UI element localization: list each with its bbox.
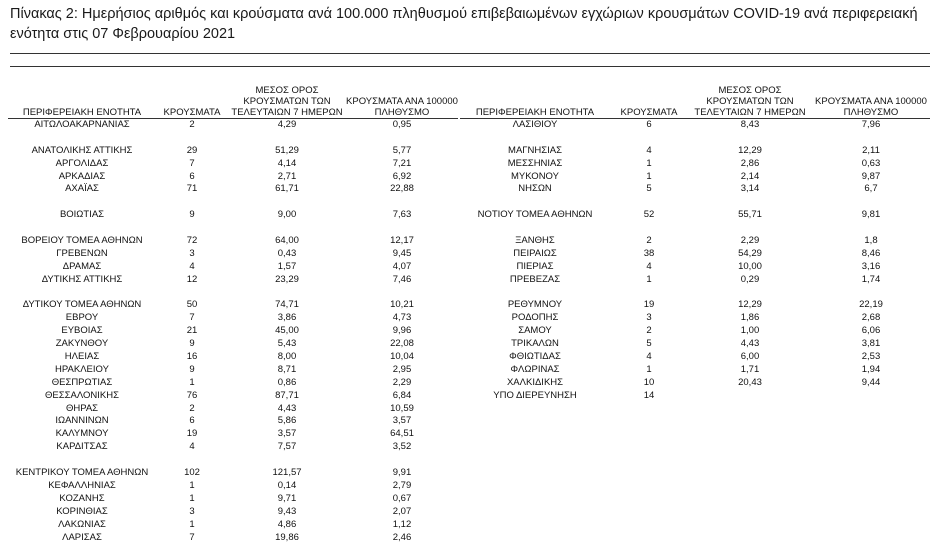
cell-cases: 3 xyxy=(646,312,652,324)
cell-avg: 55,71 xyxy=(738,209,762,221)
cell-cases: 7 xyxy=(189,312,195,324)
cell-cases: 6 xyxy=(189,170,195,182)
cell-avg: 1,00 xyxy=(740,325,760,337)
cell-cases: 5 xyxy=(646,183,652,195)
cell-unit: ΛΑΣΙΘΙΟΥ xyxy=(512,119,558,130)
cell-avg: 5,43 xyxy=(277,338,297,350)
cell-unit: ΜΕΣΣΗΝΙΑΣ xyxy=(507,157,563,169)
cell-cases: 1 xyxy=(646,273,652,285)
table-row xyxy=(460,119,930,132)
cell-unit: ΠΙΕΡΙΑΣ xyxy=(516,260,554,272)
cell-cases: 4 xyxy=(189,260,195,272)
cell-cases: 1 xyxy=(189,518,195,530)
table-row xyxy=(8,338,458,351)
header-per100k: ΚΡΟΥΣΜΑΤΑ ΑΝΑ 100000 ΠΛΗΘΥΣΜΟ xyxy=(346,96,458,118)
cell-unit: ΑΝΑΤΟΛΙΚΗΣ ΑΤΤΙΚΗΣ xyxy=(31,144,133,156)
cell-unit: ΤΡΙΚΑΛΩΝ xyxy=(511,338,559,350)
table-row xyxy=(8,312,458,325)
left-table-header xyxy=(8,80,458,119)
cell-unit: ΚΟΡΙΝΘΙΑΣ xyxy=(56,505,108,517)
cell-per100k: 7,96 xyxy=(861,119,881,130)
cell-cases: 4 xyxy=(646,260,652,272)
table-row xyxy=(460,158,930,171)
header-avg: ΜΕΣΟΣ ΟΡΟΣ ΚΡΟΥΣΜΑΤΩΝ ΤΩΝ ΤΕΛΕΥΤΑΙΩΝ 7 ΗΜΕΡΩΝ xyxy=(231,85,343,118)
cell-unit: ΗΛΕΙΑΣ xyxy=(64,351,100,363)
cell-per100k: 10,04 xyxy=(390,351,414,363)
cell-unit: ΦΘΙΩΤΙΔΑΣ xyxy=(509,351,561,363)
cell-per100k: 2,11 xyxy=(862,144,880,156)
table-row xyxy=(8,415,458,428)
cell-unit: ΔΥΤΙΚΟΥ ΤΟΜΕΑ ΑΘΗΝΩΝ xyxy=(22,299,142,311)
table-row xyxy=(460,183,930,196)
cell-per100k: 2,95 xyxy=(392,363,412,375)
table-caption: Πίνακας 2: Ημερήσιος αριθμός και κρούσματα ανά 100.000 πληθυσμού επιβεβαιωμένων εγχώριων κρουσμάτων COVID-19 ανά περιφερειακή ενότητα στις 07 Φεβρουαρίου 2021 xyxy=(10,6,918,42)
table-row xyxy=(460,274,930,287)
cell-unit: ΚΑΡΔΙΤΣΑΣ xyxy=(56,441,108,453)
table-row xyxy=(460,351,930,364)
cell-avg: 23,29 xyxy=(275,273,299,285)
cell-avg: 3,14 xyxy=(740,183,760,195)
cell-avg: 3,57 xyxy=(277,428,297,440)
cell-per100k: 8,46 xyxy=(861,247,881,259)
cell-per100k: 9,96 xyxy=(392,325,412,337)
table-row xyxy=(8,532,458,545)
table-row xyxy=(460,248,930,261)
cell-avg: 51,29 xyxy=(275,144,299,156)
cell-avg: 2,86 xyxy=(740,157,760,169)
cell-avg: 9,43 xyxy=(277,505,297,517)
cell-avg: 8,43 xyxy=(740,119,760,130)
spacer-row xyxy=(8,132,458,145)
cell-cases: 2 xyxy=(646,325,652,337)
cell-unit: ΚΕΦΑΛΛΗΝΙΑΣ xyxy=(48,479,116,491)
cell-per100k: 9,81 xyxy=(861,209,881,221)
cell-cases: 9 xyxy=(189,363,195,375)
table-row xyxy=(8,145,458,158)
cell-cases: 71 xyxy=(186,183,198,195)
cell-per100k: 1,8 xyxy=(864,235,878,247)
cell-per100k: 1,74 xyxy=(861,273,881,285)
spacer-row xyxy=(8,222,458,235)
header-cases: ΚΡΟΥΣΜΑΤΑ xyxy=(163,107,221,118)
cell-avg: 6,00 xyxy=(740,351,760,363)
cell-avg: 4,43 xyxy=(740,338,760,350)
cell-avg: 87,71 xyxy=(275,389,299,401)
cell-unit: ΓΡΕΒΕΝΩΝ xyxy=(56,247,108,259)
table-row xyxy=(460,390,930,403)
table-row xyxy=(460,312,930,325)
cell-avg: 4,86 xyxy=(277,518,297,530)
table-row xyxy=(8,390,458,403)
cell-unit: ΝΟΤΙΟΥ ΤΟΜΕΑ ΑΘΗΝΩΝ xyxy=(477,209,593,221)
cell-unit: ΕΒΡΟΥ xyxy=(65,312,99,324)
table-row xyxy=(8,325,458,338)
cell-per100k: 4,07 xyxy=(392,260,412,272)
cell-cases: 2 xyxy=(189,402,195,414)
cell-unit: ΚΟΖΑΝΗΣ xyxy=(59,492,105,504)
cell-per100k: 3,52 xyxy=(392,441,412,453)
top-rule xyxy=(10,53,930,54)
table-row xyxy=(8,158,458,171)
table-row xyxy=(8,235,458,248)
table-row xyxy=(460,261,930,274)
cell-avg: 1,71 xyxy=(740,363,760,375)
cell-avg: 0,43 xyxy=(277,247,297,259)
cell-unit: ΒΟΙΩΤΙΑΣ xyxy=(59,209,105,221)
table-row xyxy=(8,364,458,377)
cell-per100k: 0,63 xyxy=(861,157,881,169)
cell-cases: 3 xyxy=(189,505,195,517)
header-per100k: ΚΡΟΥΣΜΑΤΑ ΑΝΑ 100000 ΠΛΗΘΥΣΜΟ xyxy=(815,96,927,118)
cell-per100k: 4,73 xyxy=(392,312,412,324)
cell-unit: ΖΑΚΥΝΘΟΥ xyxy=(55,338,109,350)
cell-cases: 9 xyxy=(189,338,195,350)
cell-unit: ΑΙΤΩΛΟΑΚΑΡΝΑΝΙΑΣ xyxy=(34,119,130,130)
cell-per100k: 3,16 xyxy=(861,260,881,272)
cell-per100k: 2,07 xyxy=(392,505,412,517)
right-table-body xyxy=(460,119,930,403)
cell-unit: ΡΟΔΟΠΗΣ xyxy=(511,312,559,324)
cell-cases: 19 xyxy=(186,428,198,440)
cell-per100k: 64,51 xyxy=(390,428,414,440)
header-avg: ΜΕΣΟΣ ΟΡΟΣ ΚΡΟΥΣΜΑΤΩΝ ΤΩΝ ΤΕΛΕΥΤΑΙΩΝ 7 ΗΜΕΡΩΝ xyxy=(694,85,806,118)
cell-unit: ΧΑΛΚΙΔΙΚΗΣ xyxy=(506,376,564,388)
cell-avg: 4,43 xyxy=(277,402,297,414)
cell-unit: ΝΗΣΩΝ xyxy=(518,183,552,195)
cell-unit: ΦΛΩΡΙΝΑΣ xyxy=(510,363,560,375)
cell-per100k: 6,7 xyxy=(864,183,878,195)
cell-cases: 6 xyxy=(189,415,195,427)
spacer-row xyxy=(460,287,930,300)
cell-cases: 5 xyxy=(646,338,652,350)
cell-cases: 2 xyxy=(646,235,652,247)
spacer-row xyxy=(8,287,458,300)
cell-per100k: 6,92 xyxy=(392,170,412,182)
spacer-row xyxy=(8,196,458,209)
spacer-row xyxy=(460,196,930,209)
cell-cases: 38 xyxy=(643,247,655,259)
cell-cases: 1 xyxy=(189,479,195,491)
cell-avg: 64,00 xyxy=(275,235,299,247)
cell-cases: 7 xyxy=(189,531,195,543)
right-table xyxy=(460,80,930,403)
cell-avg: 4,29 xyxy=(277,119,297,130)
spacer-row xyxy=(460,222,930,235)
cell-per100k: 9,45 xyxy=(392,247,412,259)
cell-cases: 3 xyxy=(189,247,195,259)
cell-avg: 45,00 xyxy=(275,325,299,337)
table-row xyxy=(460,209,930,222)
cell-unit: ΗΡΑΚΛΕΙΟΥ xyxy=(55,363,109,375)
table-row xyxy=(8,403,458,416)
cell-avg: 8,00 xyxy=(277,351,297,363)
table-row xyxy=(460,171,930,184)
cell-cases: 29 xyxy=(186,144,198,156)
cell-per100k: 7,46 xyxy=(392,273,412,285)
cell-cases: 10 xyxy=(643,376,655,388)
left-table-body xyxy=(8,119,458,544)
left-table xyxy=(8,80,458,544)
cell-cases: 7 xyxy=(189,157,195,169)
cell-avg: 4,14 xyxy=(277,157,297,169)
table-row xyxy=(460,235,930,248)
cell-avg: 7,57 xyxy=(277,441,297,453)
table-row xyxy=(460,145,930,158)
right-table-header xyxy=(460,80,930,119)
table-row xyxy=(460,338,930,351)
cell-per100k: 3,57 xyxy=(392,415,412,427)
table-row xyxy=(460,364,930,377)
cell-cases: 9 xyxy=(189,209,195,221)
spacer-row xyxy=(460,132,930,145)
spacer-row xyxy=(8,454,458,467)
cell-cases: 102 xyxy=(184,467,200,479)
table-row xyxy=(460,325,930,338)
table-row xyxy=(8,480,458,493)
cell-per100k: 6,84 xyxy=(392,389,412,401)
cell-unit: ΜΥΚΟΝΟΥ xyxy=(511,170,559,182)
cell-cases: 1 xyxy=(189,492,195,504)
cell-per100k: 12,17 xyxy=(390,235,414,247)
header-cases: ΚΡΟΥΣΜΑΤΑ xyxy=(620,107,678,118)
cell-cases: 1 xyxy=(646,170,652,182)
table-row xyxy=(8,377,458,390)
cell-per100k: 2,46 xyxy=(392,531,412,543)
header-unit: ΠΕΡΙΦΕΡΕΙΑΚΗ ΕΝΟΤΗΤΑ xyxy=(22,107,142,118)
cell-avg: 1,57 xyxy=(277,260,297,272)
cell-unit: ΘΕΣΠΡΩΤΙΑΣ xyxy=(51,376,113,388)
second-rule xyxy=(10,66,930,67)
cell-cases: 72 xyxy=(186,235,198,247)
cell-avg: 20,43 xyxy=(738,376,762,388)
table-row xyxy=(460,299,930,312)
cell-unit: ΘΕΣΣΑΛΟΝΙΚΗΣ xyxy=(45,389,119,401)
cell-unit: ΕΥΒΟΙΑΣ xyxy=(61,325,103,337)
table-row xyxy=(8,119,458,132)
cell-cases: 76 xyxy=(186,389,198,401)
cell-unit: ΘΗΡΑΣ xyxy=(65,402,99,414)
cell-per100k: 5,77 xyxy=(392,144,412,156)
cell-avg: 74,71 xyxy=(275,299,299,311)
cell-avg: 1,86 xyxy=(740,312,760,324)
cell-unit: ΛΑΚΩΝΙΑΣ xyxy=(58,518,106,530)
cell-cases: 6 xyxy=(646,119,652,130)
header-unit: ΠΕΡΙΦΕΡΕΙΑΚΗ ΕΝΟΤΗΤΑ xyxy=(475,107,595,118)
cell-per100k: 7,63 xyxy=(392,209,412,221)
cell-avg: 0,86 xyxy=(277,376,297,388)
table-row xyxy=(8,467,458,480)
cell-per100k: 9,44 xyxy=(861,376,881,388)
cell-avg: 8,71 xyxy=(277,363,297,375)
cell-per100k: 0,95 xyxy=(392,119,412,130)
cell-per100k: 2,79 xyxy=(392,479,412,491)
cell-cases: 52 xyxy=(643,209,655,221)
cell-avg: 0,29 xyxy=(740,273,760,285)
table-row xyxy=(8,506,458,519)
cell-per100k: 2,68 xyxy=(861,312,881,324)
cell-per100k: 2,29 xyxy=(392,376,412,388)
cell-cases: 50 xyxy=(186,299,198,311)
cell-per100k: 22,88 xyxy=(390,183,414,195)
cell-unit: ΚΕΝΤΡΙΚΟΥ ΤΟΜΕΑ ΑΘΗΝΩΝ xyxy=(15,467,149,479)
cell-avg: 54,29 xyxy=(738,247,762,259)
cell-unit: ΣΑΜΟΥ xyxy=(518,325,552,337)
cell-cases: 14 xyxy=(643,389,655,401)
cell-avg: 9,71 xyxy=(277,492,297,504)
cell-cases: 4 xyxy=(189,441,195,453)
table-row xyxy=(8,274,458,287)
cell-cases: 4 xyxy=(646,351,652,363)
table-row xyxy=(8,261,458,274)
cell-per100k: 9,87 xyxy=(861,170,881,182)
table-row xyxy=(8,171,458,184)
cell-unit: ΔΥΤΙΚΗΣ ΑΤΤΙΚΗΣ xyxy=(41,273,123,285)
cell-per100k: 22,08 xyxy=(390,338,414,350)
cell-unit: ΔΡΑΜΑΣ xyxy=(62,260,102,272)
cell-avg: 12,29 xyxy=(738,299,762,311)
cell-cases: 16 xyxy=(186,351,198,363)
cell-cases: 4 xyxy=(646,144,652,156)
cell-avg: 12,29 xyxy=(738,144,762,156)
cell-avg: 9,00 xyxy=(277,209,297,221)
cell-per100k: 3,81 xyxy=(861,338,881,350)
table-row xyxy=(8,248,458,261)
cell-avg: 5,86 xyxy=(277,415,297,427)
cell-per100k: 1,94 xyxy=(861,363,881,375)
table-row xyxy=(8,441,458,454)
cell-unit: ΒΟΡΕΙΟΥ ΤΟΜΕΑ ΑΘΗΝΩΝ xyxy=(21,235,143,247)
cell-avg: 2,14 xyxy=(740,170,760,182)
cell-cases: 12 xyxy=(186,273,198,285)
cell-unit: ΡΕΘΥΜΝΟΥ xyxy=(507,299,563,311)
cell-unit: ΑΧΑΪΑΣ xyxy=(65,183,99,195)
table-row xyxy=(8,351,458,364)
cell-avg: 0,14 xyxy=(277,479,297,491)
cell-avg: 121,57 xyxy=(272,467,302,479)
cell-cases: 1 xyxy=(646,157,652,169)
cell-per100k: 6,06 xyxy=(861,325,881,337)
cell-unit: ΥΠΟ ΔΙΕΡΕΥΝΗΣΗ xyxy=(493,389,577,401)
cell-cases: 2 xyxy=(189,119,195,130)
cell-per100k: 10,59 xyxy=(390,402,414,414)
cell-unit: ΑΡΓΟΛΙΔΑΣ xyxy=(55,157,109,169)
cell-avg: 2,29 xyxy=(740,235,760,247)
cell-cases: 1 xyxy=(189,376,195,388)
table-row xyxy=(8,209,458,222)
cell-unit: ΜΑΓΝΗΣΙΑΣ xyxy=(508,144,562,156)
cell-per100k: 10,21 xyxy=(390,299,414,311)
table-row xyxy=(8,183,458,196)
table-row xyxy=(8,519,458,532)
table-row xyxy=(8,493,458,506)
cell-avg: 2,71 xyxy=(277,170,297,182)
cell-unit: ΚΑΛΥΜΝΟΥ xyxy=(55,428,109,440)
table-row xyxy=(8,428,458,441)
cell-avg: 3,86 xyxy=(277,312,297,324)
cell-avg: 61,71 xyxy=(275,183,299,195)
cell-unit: ΠΡΕΒΕΖΑΣ xyxy=(509,273,561,285)
cell-per100k: 2,53 xyxy=(861,351,881,363)
cell-per100k: 0,67 xyxy=(392,492,412,504)
cell-per100k: 1,12 xyxy=(392,518,412,530)
cell-per100k: 7,21 xyxy=(392,157,412,169)
table-row xyxy=(8,299,458,312)
cell-avg: 10,00 xyxy=(738,260,762,272)
cell-per100k xyxy=(812,390,930,403)
cell-per100k: 22,19 xyxy=(859,299,883,311)
cell-unit: ΙΩΑΝΝΙΝΩΝ xyxy=(55,415,109,427)
cell-unit: ΑΡΚΑΔΙΑΣ xyxy=(58,170,106,182)
cell-unit: ΛΑΡΙΣΑΣ xyxy=(62,531,102,543)
cell-cases: 1 xyxy=(646,363,652,375)
cell-cases: 21 xyxy=(186,325,198,337)
table-row xyxy=(460,377,930,390)
cell-per100k: 9,91 xyxy=(392,467,412,479)
cell-avg xyxy=(688,390,812,403)
cell-avg: 19,86 xyxy=(275,531,299,543)
cell-unit: ΞΑΝΘΗΣ xyxy=(515,235,555,247)
cell-unit: ΠΕΙΡΑΙΩΣ xyxy=(513,247,557,259)
cell-cases: 19 xyxy=(643,299,655,311)
